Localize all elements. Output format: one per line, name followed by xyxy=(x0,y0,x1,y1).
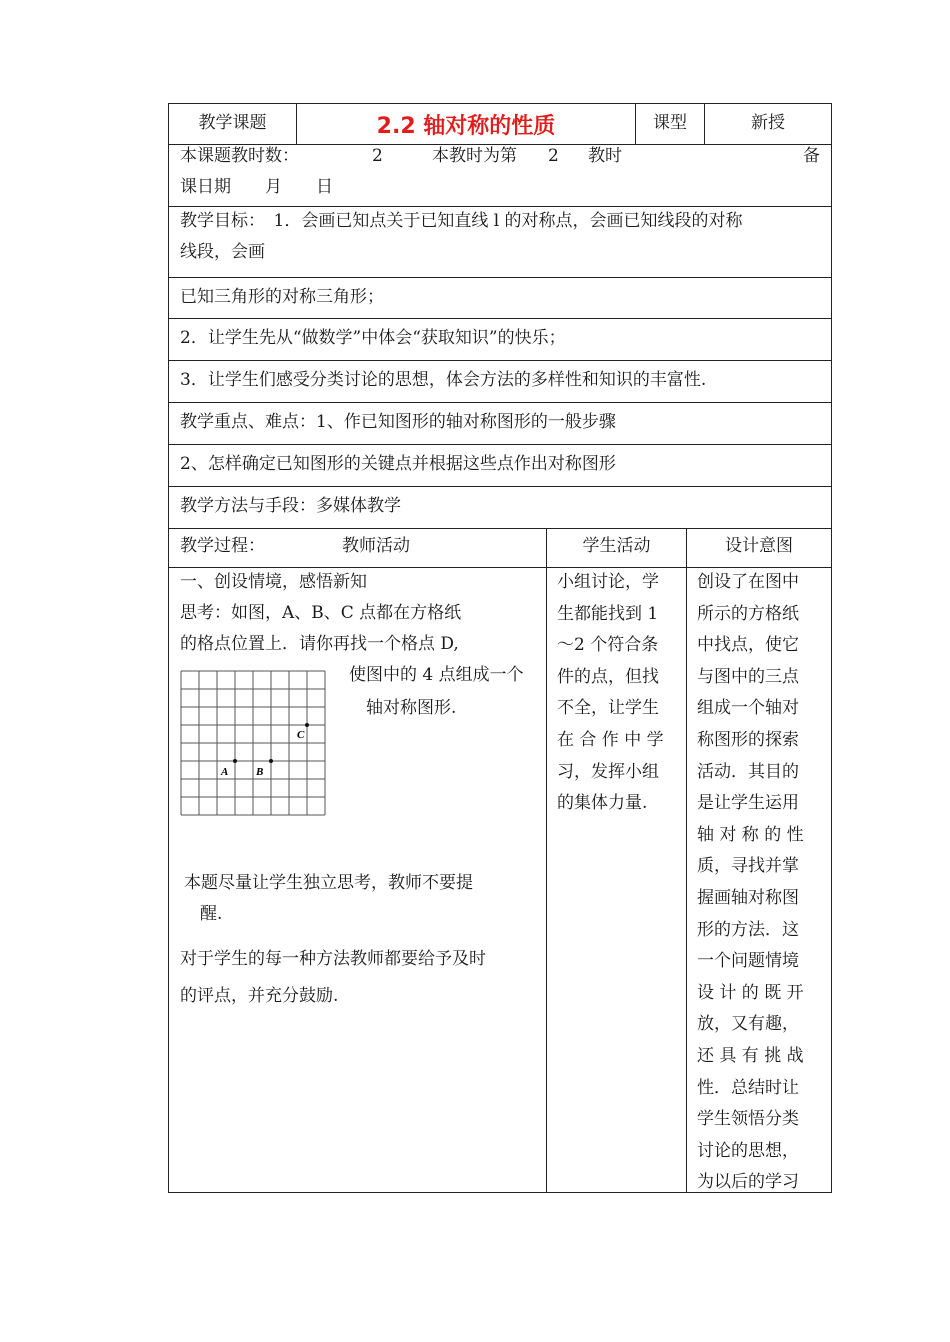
current-hour-label: 本教时为第 xyxy=(432,146,517,166)
objectives-line-1: 教学目标： 1．会画已知点关于已知直线 l 的对称点，会画已知线段的对称 xyxy=(180,211,743,231)
design-intent-header: 设计意图 xyxy=(725,536,793,556)
design-intent-line: 创设了在图中 xyxy=(697,572,799,592)
point-c-label: C xyxy=(297,729,305,741)
design-intent-line: 称图形的探索 xyxy=(697,729,799,750)
objectives-row-4: 3．让学生们感受分类讨论的思想，体会方法的多样性和知识的丰富性. xyxy=(180,370,707,390)
objectives-row-2: 已知三角形的对称三角形； xyxy=(180,287,384,307)
hour-unit: 教时 xyxy=(588,146,622,166)
objectives-row-3: 2．让学生先从“做数学”中体会“获取知识”的快乐； xyxy=(180,328,566,348)
point-c-dot xyxy=(305,723,309,727)
design-intent-line: 质，寻找并掌 xyxy=(697,856,799,877)
student-activity-line: 小组讨论，学 xyxy=(557,572,659,592)
row-divider xyxy=(168,486,832,487)
process-label: 教学过程： xyxy=(180,536,265,556)
key-points-row-1: 教学重点、难点：1、作已知图形的轴对称图形的一般步骤 xyxy=(180,412,616,432)
teacher-line-1: 一、创设情境，感悟新知 xyxy=(180,572,367,592)
row-divider xyxy=(168,402,832,403)
column-divider xyxy=(546,528,547,1193)
student-activity-header: 学生活动 xyxy=(582,536,651,556)
design-intent-line: 讨论的思想， xyxy=(697,1140,799,1161)
design-intent-text xyxy=(697,567,804,1199)
teacher-note-1a: 本题尽量让学生独立思考，教师不要提 xyxy=(184,873,473,893)
design-intent-line: 为以后的学习 xyxy=(697,1172,799,1193)
teacher-line-2: 思考：如图，A、B、C 点都在方格纸 xyxy=(180,603,462,623)
table-border xyxy=(831,103,832,1193)
point-b-dot xyxy=(269,759,273,763)
teacher-note-2b: 的评点，并充分鼓励. xyxy=(180,986,339,1006)
design-intent-line: 组成一个轴对 xyxy=(697,698,799,719)
student-activity-line: 生都能找到 1 xyxy=(557,603,659,624)
design-intent-line: 是让学生运用 xyxy=(697,793,799,814)
type-label: 课型 xyxy=(653,113,687,133)
point-a-dot xyxy=(233,759,237,763)
teaching-method: 教学方法与手段：多媒体教学 xyxy=(180,496,401,516)
design-intent-line: 形的方法．这 xyxy=(697,919,799,940)
page-title: 2.2 轴对称的性质 xyxy=(376,113,556,139)
table-border xyxy=(168,103,169,1193)
design-intent-line: 性．总结时让 xyxy=(697,1077,799,1098)
current-hour: 2 xyxy=(548,146,559,166)
row-divider xyxy=(168,360,832,361)
column-divider xyxy=(686,528,687,1193)
row-divider xyxy=(168,318,832,319)
design-intent-line: 握画轴对称图 xyxy=(697,887,799,908)
grid-paper xyxy=(180,670,328,818)
student-activity-line: 习，发挥小组 xyxy=(557,761,659,782)
prep-label: 备 xyxy=(803,146,820,166)
student-activity-line: 件的点，但找 xyxy=(557,666,659,687)
course-label: 教学课题 xyxy=(198,113,267,133)
student-activity-text xyxy=(557,567,664,820)
design-intent-line: 轴 对 称 的 性 xyxy=(697,824,804,845)
teacher-line-5: 轴对称图形. xyxy=(366,698,457,718)
design-intent-line: 所示的方格纸 xyxy=(697,603,799,624)
design-intent-line: 放，又有趣， xyxy=(697,1014,799,1035)
student-activity-line: 在 合 作 中 学 xyxy=(557,729,664,750)
design-intent-line: 活动．其目的 xyxy=(697,761,799,782)
hours-label: 本课题教时数： xyxy=(180,146,299,166)
design-intent-line: 一个问题情境 xyxy=(697,951,799,972)
type-value: 新授 xyxy=(751,113,785,133)
student-activity-line: ～2 个符合条 xyxy=(557,635,659,656)
teacher-note-2a: 对于学生的每一种方法教师都要给予及时 xyxy=(180,949,486,969)
grid-figure xyxy=(180,670,328,818)
row-divider xyxy=(168,277,832,278)
row-divider xyxy=(168,444,832,445)
teacher-note-1b: 醒. xyxy=(200,904,223,924)
teacher-activity-header: 教师活动 xyxy=(342,536,410,556)
teacher-line-3: 的格点位置上．请你再找一个格点 D, xyxy=(180,634,459,654)
key-points-row-2: 2、怎样确定已知图形的关键点并根据这些点作出对称图形 xyxy=(180,454,616,474)
hours-total: 2 xyxy=(372,146,383,166)
row-divider xyxy=(168,528,832,529)
student-activity-line: 不全，让学生 xyxy=(557,698,659,719)
student-activity-line: 的集体力量. xyxy=(557,793,648,814)
design-intent-line: 中找点，使它 xyxy=(697,635,799,656)
design-intent-line: 学生领悟分类 xyxy=(697,1109,799,1130)
design-intent-line: 与图中的三点 xyxy=(697,666,799,687)
point-a-label: A xyxy=(221,766,229,778)
point-b-label: B xyxy=(256,766,264,778)
design-intent-line: 设 计 的 既 开 xyxy=(697,982,804,1003)
prep-date: 课日期 月 日 xyxy=(180,177,333,197)
design-intent-line: 还 具 有 挑 战 xyxy=(697,1045,804,1066)
objectives-line-2: 线段，会画 xyxy=(180,242,265,262)
teacher-line-4: 使图中的 4 点组成一个 xyxy=(349,665,524,685)
